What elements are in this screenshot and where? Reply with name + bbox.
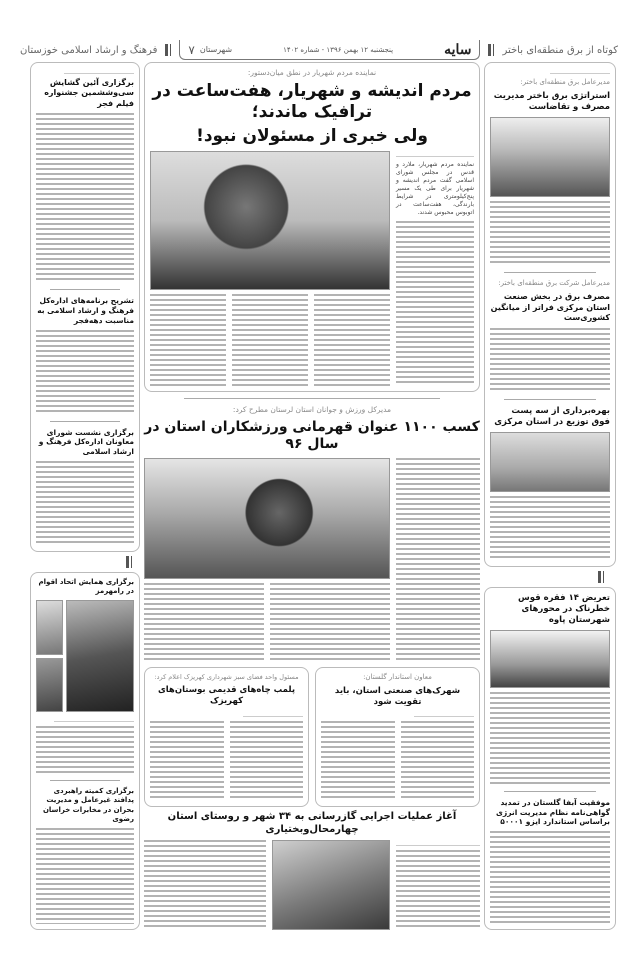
- main-body: [232, 294, 308, 386]
- article-headline: بهره‌برداری از سه پست فوق توزیع در استان مرکزی: [494, 405, 610, 427]
- article-headline: برگزاری آئین گشایش سی‌وششمین جشنواره فیلم فجر: [44, 78, 134, 108]
- main-right-text: [396, 151, 474, 387]
- article-headline: پلمب چاه‌های قدیمی بوستان‌های کهریزک: [157, 685, 296, 707]
- article-headline: برگزاری همایش اتحاد اقوام در رامهرمز: [38, 578, 134, 596]
- article-headline: استراتژی برق باختر مدیریت مصرف و تقاضاست: [493, 91, 610, 113]
- section-label: شهرستان: [199, 45, 233, 54]
- divider: [184, 398, 440, 399]
- main-body: [396, 221, 474, 387]
- main-body-columns: [150, 294, 390, 386]
- sports-content: [144, 458, 480, 663]
- sports-kicker: مدیرکل ورزش و جوانان استان لرستان مطرح کرد:: [232, 405, 392, 414]
- article-body: [401, 721, 475, 801]
- event-photo-1: [66, 600, 134, 712]
- bottom-content: [144, 840, 480, 930]
- main-headline-line1: مردم اندیشه و شهریار، هفت‌ساعت در ترافیک ماندند؛: [152, 80, 472, 122]
- article-body: [490, 328, 610, 393]
- main-content: [150, 151, 474, 387]
- divider: [504, 272, 596, 273]
- byline: [64, 68, 134, 74]
- kahrizak-article: [144, 667, 309, 807]
- article-headline: مصرف برق در بخش صنعت استان مرکزی فراتر از میانگین کشوری‌ست: [490, 292, 610, 323]
- sports-body: [144, 583, 264, 663]
- sports-headline: کسب ۱۱۰۰ عنوان قهرمانی ورزشکاران استان در سال ۹۶: [144, 418, 480, 453]
- article-body-columns: [321, 721, 474, 801]
- byline: [243, 711, 303, 717]
- divider: [504, 791, 596, 792]
- section-left-title: فرهنگ و ارشاد اسلامی خوزستان: [20, 44, 158, 56]
- sports-body: [270, 583, 390, 663]
- byline: [414, 711, 474, 717]
- page-header: [20, 40, 618, 60]
- event-photo-3: [36, 658, 63, 713]
- article-body: [36, 461, 134, 546]
- sports-body: [396, 458, 480, 663]
- bottom-photo: [272, 840, 390, 930]
- article-headline: تعریض ۱۴ فقره قوس خطرناک در محورهای شهرستان پاوه: [518, 593, 610, 626]
- article-headline: شهرک‌های صنعتی استان، باید تقویت شود: [334, 686, 461, 707]
- page-label: [188, 43, 232, 57]
- industrial-parks-article: [315, 667, 480, 807]
- main-headline-line2: ولی خبری از مسئولان نبود!: [196, 126, 428, 147]
- article-body: [490, 831, 610, 924]
- article-body: [321, 721, 395, 801]
- section-marker-icon: [598, 571, 604, 583]
- article-kicker: مدیرعامل شرکت برق منطقه‌ای باختر:: [498, 279, 610, 288]
- article-body: [36, 330, 134, 415]
- article-body: [150, 721, 224, 801]
- article-body: [490, 496, 610, 561]
- article-body: [230, 721, 304, 801]
- event-photos: [36, 600, 134, 712]
- article-photo: [490, 432, 610, 492]
- article-kicker: مدیرعامل برق منطقه‌ای باختر:: [520, 78, 610, 86]
- section-marker-icon: [126, 556, 132, 568]
- logo: سایه: [444, 41, 472, 58]
- section-marker-icon: [488, 44, 494, 56]
- main-article: [144, 62, 480, 392]
- sports-body-columns: [144, 583, 390, 663]
- section-marker-icon: [165, 44, 171, 56]
- main-photo: [150, 151, 390, 291]
- article-headline: برگزاری کمیته راهبردی پدافند غیرعامل و مدیریت بحران در مخابرات خراسان رضوی: [42, 787, 134, 823]
- bottom-body: [396, 850, 480, 930]
- article-photo: [490, 117, 610, 197]
- main-kicker: نماینده مردم شهریار در نطق میان‌دستور:: [247, 68, 377, 77]
- sports-photo: [144, 458, 390, 580]
- boxes-row: [144, 667, 480, 807]
- article-body: [36, 726, 134, 774]
- left-column-wrap: [30, 62, 140, 930]
- divider: [50, 421, 120, 422]
- main-body: [150, 294, 226, 386]
- left-column-lower: [30, 572, 140, 930]
- divider: [50, 780, 120, 781]
- main-lead: نماینده مردم شهریار، ملارد و قدس در مجلس شورای اسلامی گفت مردم اندیشه و شهریار برای طی یک مسیر پنج‌کیلومتری در شرایط بارندگی، هفت‌ساعت در اتوبوس محبوس شدند.: [396, 160, 474, 216]
- main-body: [314, 294, 390, 386]
- byline: [396, 151, 474, 157]
- article-body-columns: [150, 721, 303, 801]
- article-body: [490, 201, 610, 266]
- divider: [504, 399, 596, 400]
- center-column: [144, 62, 480, 930]
- sports-left-area: [144, 458, 390, 663]
- event-photo-stack: [36, 600, 63, 712]
- article-body: [36, 113, 134, 283]
- section-right-title: کوتاه از برق منطقه‌ای باختر: [502, 44, 618, 56]
- byline: [550, 68, 610, 74]
- right-column-lower: [484, 587, 616, 930]
- article-photo: [490, 630, 610, 688]
- bottom-right-text: [396, 840, 480, 930]
- bottom-body: [144, 840, 266, 930]
- page-number: ۷: [188, 42, 195, 57]
- byline: [396, 840, 480, 846]
- left-column: [30, 62, 140, 552]
- right-column: [484, 62, 616, 567]
- article-headline: تشریح برنامه‌های اداره‌کل فرهنگ و ارشاد اسلامی به مناسبت دهه‌فجر: [37, 296, 134, 325]
- date-issue: پنجشنبه ۱۲ بهمن ۱۳۹۶ - شماره ۱۴۰۲: [283, 45, 394, 54]
- main-left-area: [150, 151, 390, 387]
- byline: [54, 716, 134, 722]
- article-headline: برگزاری نشست شورای معاونان اداره‌کل فرهنگ و ارشاد اسلامی: [38, 427, 134, 457]
- bottom-headline: آغاز عملیات اجرایی گازرسانی به ۳۴ شهر و روستای استان چهارمحال‌وبختیاری: [167, 811, 457, 835]
- article-kicker: معاون استاندار گلستان:: [363, 673, 432, 681]
- article-body: [36, 828, 134, 924]
- divider: [50, 289, 120, 290]
- article-kicker: مسئول واحد فضای سبز شهرداری کهریزک اعلام کرد:: [154, 673, 299, 681]
- article-headline: موفقیت آبفا گلستان در تمدید گواهی‌نامه نظام مدیریت انرژی براساس استاندارد ایزو ۵۰۰۰۱: [496, 797, 610, 827]
- header-box: [179, 40, 480, 60]
- article-body: [490, 692, 610, 785]
- right-column-wrap: [484, 62, 616, 930]
- event-photo-2: [36, 600, 63, 655]
